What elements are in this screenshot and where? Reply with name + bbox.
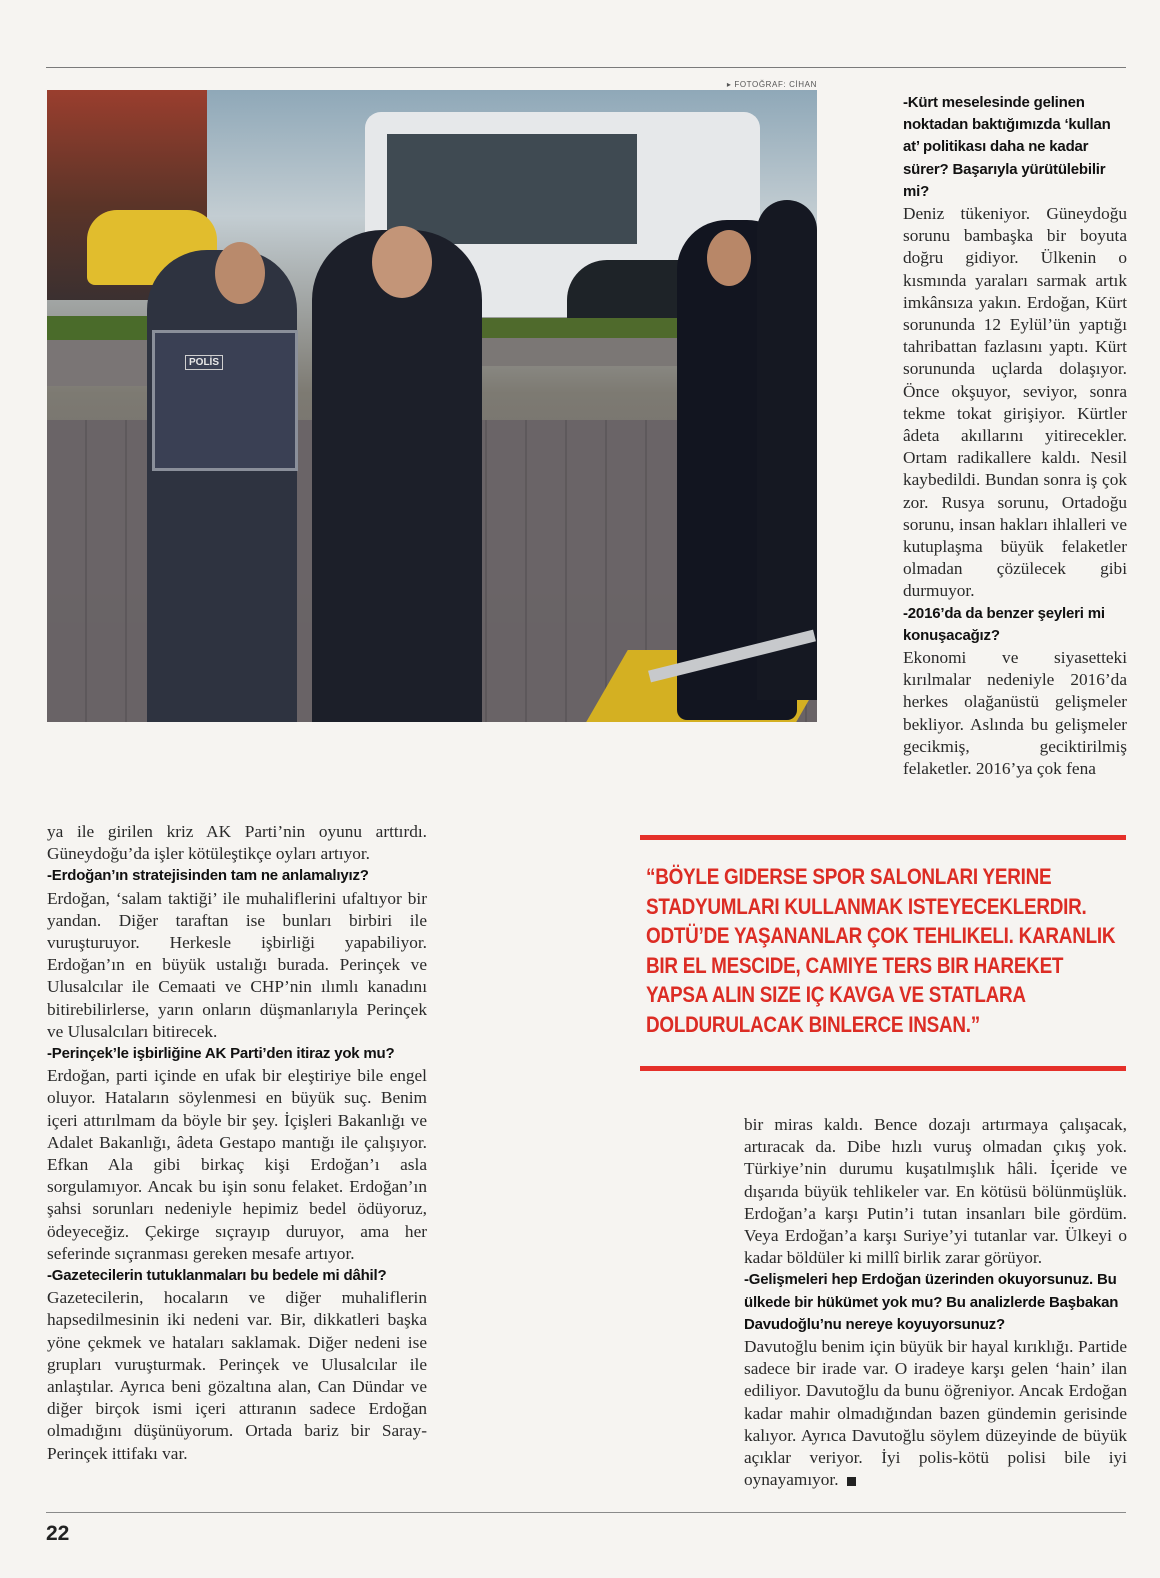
news-photo [47,90,817,722]
pull-quote-text: “BÖYLE GIDERSE SPOR SALONLARI YERINE STADYUMLARI KULLANMAK ISTEYECEKLERDIR. ODTÜ’DE YAŞANANLAR ÇOK TEHLIKELI. KARANLIK BIR EL MESCIDE, CAMIYE TERS BIR HAREKET YAPSA ALIN SIZE IÇ KAVGA VE STATLARA DOLDURULACAK BINLERCE INSAN.” [646,864,1116,1037]
interview-answer: Deniz tükeniyor. Güneydoğu sorunu bambaşka bir boyuta doğru gidiyor. Ülkenin o kısmında yaraları sarmak artık imkânsıza yakın. Erdoğan, Kürt sorununda 12 Eylül’ün yaptığı tahribattan fazlasını yaptı. Kürt sorununda uçlarda dolaşıyor. Önce okşuyor, seviyor, sonra tekme tokat girişiyor. Kürtler âdeta akıllarını yitirecekler. Ortam radikallere kaldı. Nesil kaybedildi. Bundan sonra iş çok zor. Rusya sorunu, Ortadoğu sorunu, insan hakları ihlalleri ve kutuplaşma büyük felaketler olmadan çözülecek gibi durmuyor. [903,204,1127,601]
face-shape [372,226,432,298]
interview-question: -2016’da da benzer şeyleri mi konuşacağız? [903,604,1105,644]
interview-question: -Gelişmeleri hep Erdoğan üzerinden okuyorsunuz. Bu ülkede bir hükümet yok mu? Bu analizlerde Başbakan Davudoğlu’nu nereye koyuyorsunuz? [744,1271,1119,1333]
interview-answer: ya ile girilen kriz AK Parti’nin oyunu arttırdı. Güneydoğu’da işler kötüleştikçe oyları artıyor. [47,822,427,864]
police-officer-figure [757,200,817,700]
interview-question: -Perinçek’le işbirliğine AK Parti’den itiraz yok mu? [47,1045,395,1063]
interview-answer [744,1336,1127,1491]
interview-answer: bir miras kaldı. Bence dozajı artırmaya çalışacak, artıracak da. Dibe hızlı vuruş olmadan çıkış yok. Türkiye’nin durumu kuşatılmışlık hâli. İçeride ve dışarıda büyük tehlikeler var. En kötüsü bölünmüşlük. Erdoğan’a karşı Putin’i tutan insanları bile gördüm. Veya Erdoğan’a karşı Suriye’yi tutanlar var. Ülkeyi o kadar böldüler ki millî birlik zarar görüyor. [744,1115,1127,1268]
interview-question: -Kürt meselesinde gelinen noktadan baktığımızda ‘kullan at’ politikası daha ne kadar sürer? Başarıyla yürütülebilir mi? [903,94,1111,200]
bus-window-shape [387,134,637,244]
top-rule [46,67,1126,68]
page-number: 22 [46,1522,70,1545]
interview-question: -Gazetecilerin tutuklanmaları bu bedele mi dâhil? [47,1267,387,1285]
column-right-bottom [744,1114,1127,1491]
vest-label: POLİS [185,355,223,370]
interview-answer: Erdoğan, parti içinde en ufak bir eleştiriye bile engel oluyor. Hataların söylenmesi en büyük suç. Benim içeri attırılmam da böyle bir şey. İçişleri Bakanlığı ve Adalet Bakanlığı, âdeta Gestapo mantığı ile çalışıyor. Efkan Ala gibi birkaç kişi Erdoğan’ı asla sorgulamıyor. Ancak bu işin sonu felaket. Erdoğan’ın şahsi sorunları nedeniyle hepimiz bedel ödüyoruz, ödeyeceğiz. Çekirge sıçrayıp duruyor, ama her seferinde sıçranması gereken mesafe artıyor. [47,1066,427,1263]
photo-credit: ▸ FOTOĞRAF: CİHAN [726,80,817,89]
column-left [47,821,427,1465]
column-right-top [903,92,1127,780]
police-officer-figure [147,250,297,722]
pull-quote [640,835,1126,1071]
bottom-rule [46,1512,1126,1513]
interview-question: -Erdoğan’ın stratejisinden tam ne anlamalıyız? [47,867,369,885]
face-shape [707,230,751,286]
detained-man-figure [312,230,482,722]
final-answer-text: Davutoğlu benim için büyük bir hayal kırıklığı. Partide sadece bir irade var. O iradeye karşı gelen ‘hain’ ilan ediliyor. Davutoğlu da bunu öğreniyor. Ancak Erdoğan kadar mahir olmadığından bazen gündemin gerisinde kalıyor. Ayrıca Davutoğlu söylem düzeyinde de büyük açıklar veriyor. İyi polis-kötü polisi bile iyi oynayamıyor. [744,1337,1127,1490]
interview-answer: Erdoğan, ‘salam taktiği’ ile muhaliflerini ufaltıyor bir yandan. Diğer taraftan ise bunları birbiri ile vuruşturuyor. Herkesle işbirliği yapabiliyor. Erdoğan’ın en büyük ustalığı burada. Perinçek ve Ulusalcılar ile Cemaati ve CHP’nin ılımlı kanadını bitirebilirlerse, yarın onların düşmanlarıyla Perinçek ve Ulusalcıları bitirecek. [47,888,427,1041]
face-shape [215,242,265,304]
interview-answer: Gazetecilerin, hocaların ve diğer muhaliflerin hapsedilmesinin iki nedeni var. Bir, dikkatleri başka yöne çekmek ve hataları saklamak. Diğer nedeni ise grupları vuruşturmak. Perinçek ve Ulusalcılar ile anlaştılar. Ayrıca beni gözaltına alan, Can Dündar ve diğer birçok ismi içeri attıranın sadece Erdoğan olmadığını düşünüyorum. Ortada bariz bir Saray-Perinçek ittifakı var. [47,1288,427,1463]
end-mark-icon [847,1477,856,1486]
police-vest-shape [152,330,298,471]
interview-answer: Ekonomi ve siyasetteki kırılmalar nedeniyle 2016’da herkes olağanüstü gelişmeler bekliyor. Aslında bu gelişmeler gecikmiş, geciktirilmiş felaketler. 2016’ya çok fena [903,648,1127,779]
